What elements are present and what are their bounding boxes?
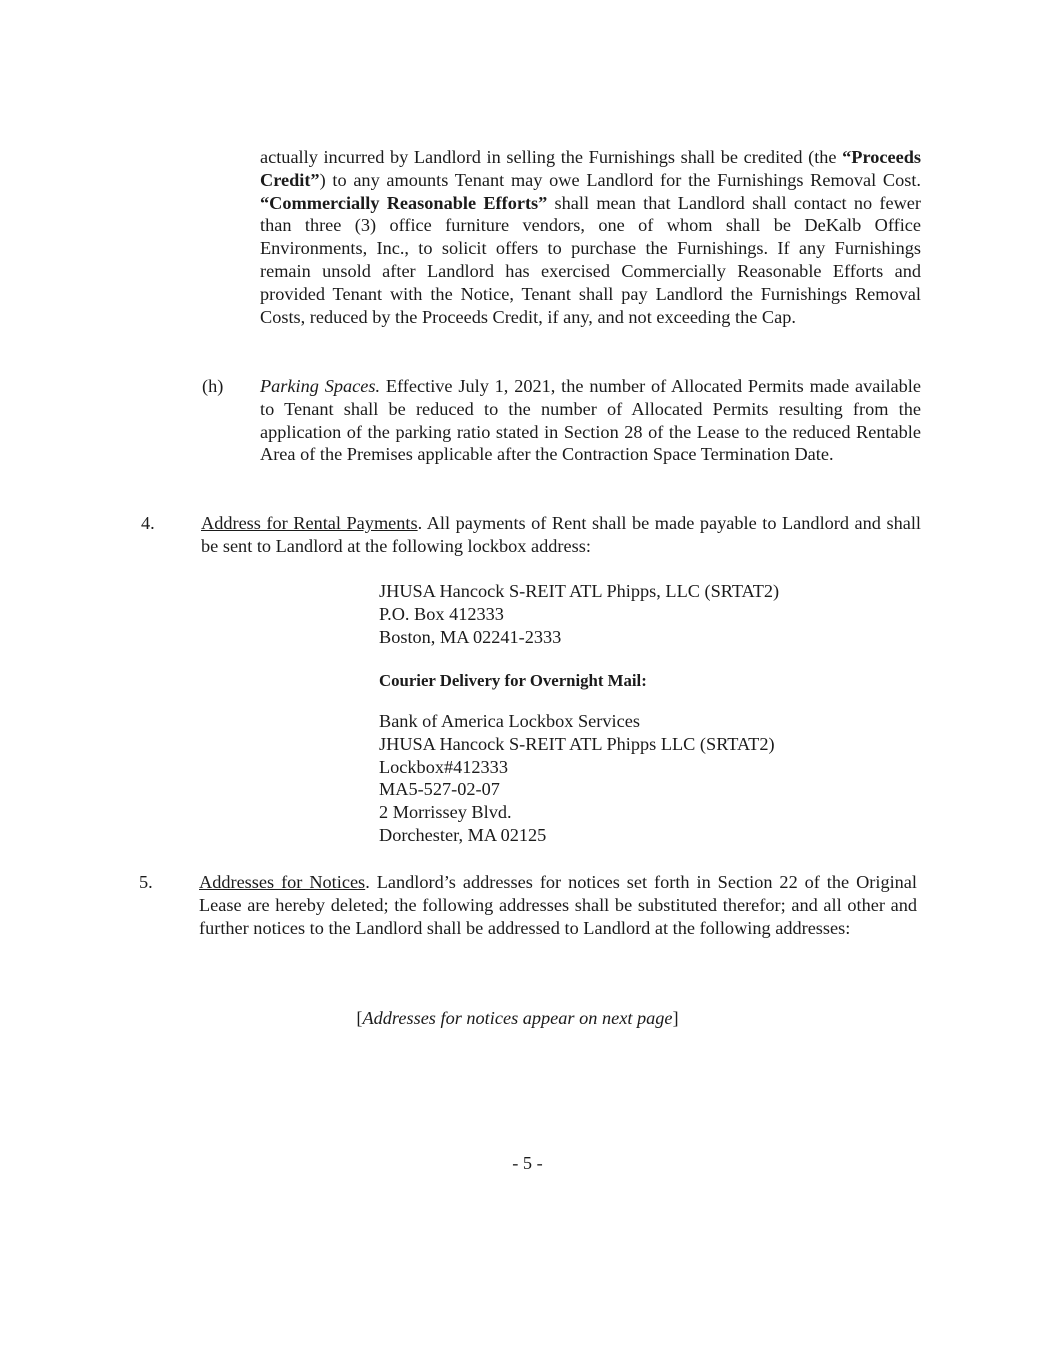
address-line: P.O. Box 412333 — [379, 603, 504, 624]
address-line: Lockbox#412333 — [379, 756, 508, 777]
address-line: JHUSA Hancock S-REIT ATL Phipps, LLC (SRTAT2) — [379, 581, 780, 601]
address-line: Dorchester, MA 02125 — [379, 824, 547, 845]
paragraph-h-heading: Parking Spaces. — [260, 376, 381, 396]
address-line: Bank of America Lockbox Services — [379, 711, 640, 731]
lockbox-address — [379, 580, 779, 648]
paragraph-h: Parking Spaces. Effective July 1, 2021, the number of Allocated Permits made available to Tenant shall be reduced to the number of Allocated Permits resulting from the application of the parking ratio stated in Section 28 of the Lease to the reduced Rentable Area of the Premises applicable after the Contraction Space Termination Date. — [260, 376, 921, 465]
courier-heading: Courier Delivery for Overnight Mail: — [379, 671, 647, 690]
paragraph-h-label: (h) — [202, 376, 224, 396]
section-5-paragraph: Addresses for Notices. Landlord’s addresses for notices set forth in Section 22 of the Original Lease are hereby deleted; the following addresses shall be substituted therefor; and all other and further notices to the Landlord shall be addressed to Landlord at the following addresses: — [199, 872, 918, 938]
address-line: Boston, MA 02241-2333 — [379, 626, 562, 647]
defined-term-commercially-reasonable-efforts: “Commercially Reasonable Efforts” — [260, 192, 548, 213]
section-5-heading: Addresses for Notices — [199, 872, 366, 892]
defined-term-proceeds-credit: “Proceeds Credit” — [260, 147, 921, 190]
paragraph-g-continuation: actually incurred by Landlord in selling the Furnishings shall be credited (the “Proceeds Credit”) to any amounts Tenant may owe Landlord for the Furnishings Removal Cost. “Commercially Reasonable Efforts” shall mean that Landlord shall contact no fewer than three (3) office furniture vendors, one of whom shall be DeKalb Office Environments, Inc., to solicit offers to purchase the Furnishings. If any Furnishings remain unsold after Landlord has exercised Commercially Reasonable Efforts and provided Tenant with the Notice, Tenant shall pay Landlord the Furnishings Removal Costs, reduced by the Proceeds Credit, if any, and not exceeding the Cap. — [260, 147, 921, 327]
continued-note: [Addresses for notices appear on next page] — [356, 1008, 679, 1028]
section-4-heading: Address for Rental Payments — [201, 513, 418, 533]
section-4-paragraph: Address for Rental Payments. All payments of Rent shall be made payable to Landlord and shall be sent to Landlord at the following lockbox address: — [201, 513, 921, 556]
address-line: MA5-527-02-07 — [379, 779, 500, 800]
courier-address — [379, 710, 775, 847]
address-line: 2 Morrissey Blvd. — [379, 802, 512, 823]
section-5-number: 5. — [139, 872, 153, 892]
page-number: - 5 - — [512, 1153, 543, 1173]
section-4-number: 4. — [141, 513, 155, 533]
address-line: JHUSA Hancock S-REIT ATL Phipps LLC (SRTAT2) — [379, 733, 775, 754]
